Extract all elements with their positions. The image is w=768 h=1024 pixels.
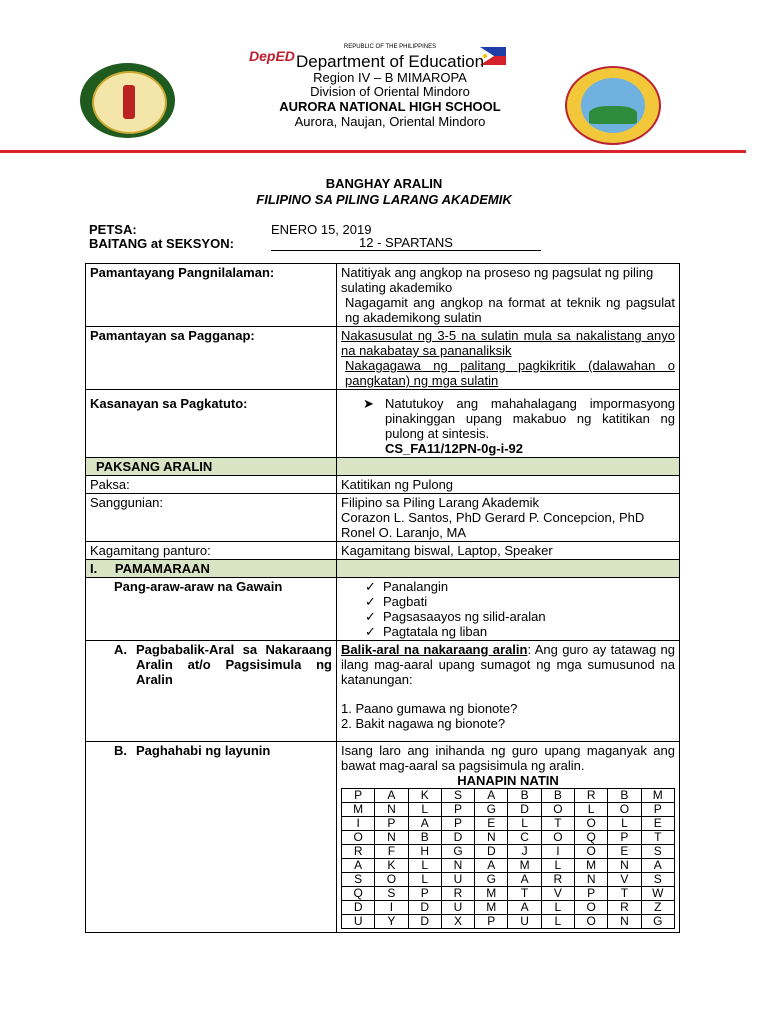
grid-cell: R	[608, 901, 641, 915]
grid-cell: R	[541, 873, 574, 887]
grid-cell: F	[375, 845, 408, 859]
grid-cell: J	[508, 845, 541, 859]
a-question-2: 2. Bakit nagawa ng bionote?	[341, 716, 506, 731]
region-label: Region IV – B MIMAROPA	[313, 70, 467, 85]
grid-cell: L	[541, 915, 574, 929]
grid-cell: T	[508, 887, 541, 901]
grid-cell: B	[541, 789, 574, 803]
grid-cell: H	[408, 845, 441, 859]
grid-cell: W	[641, 887, 674, 901]
grid-row	[342, 789, 675, 803]
table-row	[86, 742, 680, 933]
grid-cell: L	[575, 803, 608, 817]
table-row: Pamantayang Pangnilalaman: Natitiyak ang angkop na proseso ng pagsulat ng piling sulating akademiko Nagagamit ang angkop na format at teknik ng pagsulat ng akademikong sulatin	[86, 264, 680, 327]
kasanayan-text: Natutukoy ang mahahalagang impormasyong pinakinggan upang makabuo ng katitikan ng pulong at sintesis.	[385, 396, 675, 441]
a-question-1: 1. Paano gumawa ng bionote?	[341, 701, 518, 716]
grid-cell: G	[475, 803, 508, 817]
grid-cell: P	[342, 789, 375, 803]
sanggunian-2: Corazon L. Santos, PhD Gerard P. Concepcion, PhD Ronel O. Laranjo, MA	[341, 510, 645, 540]
grid-cell: O	[575, 901, 608, 915]
grid-cell: S	[641, 873, 674, 887]
grid-cell: O	[541, 803, 574, 817]
grid-cell: C	[508, 831, 541, 845]
grid-cell: D	[508, 803, 541, 817]
grid-cell: B	[508, 789, 541, 803]
grid-cell: L	[608, 817, 641, 831]
table-row	[86, 641, 680, 742]
lesson-plan-table	[85, 263, 680, 933]
document-subtitle: FILIPINO SA PILING LARANG AKADEMIK	[256, 192, 512, 207]
list-item: ✓ Panalangin	[383, 579, 675, 594]
pamamaraan-heading: PAMAMARAAN	[114, 561, 210, 576]
grid-cell: K	[408, 789, 441, 803]
pagganap-2: Nakagagawa ng palitang pagkikritik (dalawahan o pangkatan) ng mga sulatin	[345, 358, 675, 388]
grid-cell: I	[375, 901, 408, 915]
grid-cell: T	[541, 817, 574, 831]
grid-cell: G	[441, 845, 474, 859]
grid-cell: U	[441, 873, 474, 887]
grid-cell: P	[408, 887, 441, 901]
pangnilalaman-label: Pamantayang Pangnilalaman	[90, 265, 270, 280]
a-text: : Ang guro ay tatawag ng ilang mag-aaral upang sumagot ng mga sumusunod na katanungan:	[341, 642, 675, 687]
grid-row	[342, 845, 675, 859]
pamamaraan-number: I.	[90, 561, 98, 576]
grid-cell: P	[475, 915, 508, 929]
petsa-label: PETSA:	[89, 222, 137, 237]
grid-cell: R	[342, 845, 375, 859]
grid-cell: O	[575, 817, 608, 831]
baitang-value: 12 - SPARTANS	[271, 236, 541, 251]
grid-row	[342, 915, 675, 929]
game-title: HANAPIN NATIN	[457, 773, 559, 788]
grid-row	[342, 859, 675, 873]
kagamitan-value: Kagamitang biswal, Laptop, Speaker	[337, 542, 680, 560]
school-name: AURORA NATIONAL HIGH SCHOOL	[279, 99, 501, 114]
grid-cell: P	[441, 803, 474, 817]
school-seal-left	[80, 63, 175, 138]
table-row	[86, 476, 680, 494]
paksa-value: Katitikan ng Pulong	[337, 476, 680, 494]
pagganap-label: Pamantayan sa Pagganap	[90, 328, 251, 343]
grid-cell: N	[441, 859, 474, 873]
grid-cell: M	[508, 859, 541, 873]
grid-cell: M	[575, 859, 608, 873]
grid-cell: B	[608, 789, 641, 803]
grid-cell: L	[541, 859, 574, 873]
grid-cell: V	[608, 873, 641, 887]
grid-cell: S	[342, 873, 375, 887]
grid-cell: A	[641, 859, 674, 873]
a-letter: A.	[114, 642, 127, 657]
grid-row	[342, 817, 675, 831]
grid-row	[342, 887, 675, 901]
grid-cell: L	[508, 817, 541, 831]
grid-cell: Z	[641, 901, 674, 915]
grid-cell: U	[508, 915, 541, 929]
grid-cell: E	[608, 845, 641, 859]
grid-cell: M	[475, 901, 508, 915]
grid-row	[342, 831, 675, 845]
b-label: Paghahabi ng layunin	[136, 743, 271, 758]
pangnilalaman-1: Natitiyak ang angkop na proseso ng pagsulat ng piling sulating akademiko	[341, 265, 654, 295]
grid-cell: L	[408, 873, 441, 887]
grid-cell: O	[608, 803, 641, 817]
table-row	[86, 542, 680, 560]
grid-cell: N	[608, 915, 641, 929]
grid-cell: I	[342, 817, 375, 831]
sanggunian-1: Filipino sa Piling Larang Akademik	[341, 495, 539, 510]
grid-cell: Q	[342, 887, 375, 901]
grid-cell: A	[375, 789, 408, 803]
grid-cell: U	[342, 915, 375, 929]
grid-cell: N	[475, 831, 508, 845]
grid-cell: A	[408, 817, 441, 831]
baitang-label: BAITANG at SEKSYON:	[89, 236, 234, 251]
grid-cell: M	[475, 887, 508, 901]
grid-cell: P	[641, 803, 674, 817]
grid-cell: R	[575, 789, 608, 803]
header-divider	[0, 150, 746, 153]
grid-cell: S	[641, 845, 674, 859]
grid-cell: A	[342, 859, 375, 873]
grid-cell: P	[575, 887, 608, 901]
grid-cell: N	[608, 859, 641, 873]
grid-cell: S	[375, 887, 408, 901]
grid-row	[342, 873, 675, 887]
grid-cell: D	[342, 901, 375, 915]
grid-cell: A	[475, 789, 508, 803]
grid-cell: G	[475, 873, 508, 887]
grid-cell: N	[375, 803, 408, 817]
grid-cell: D	[408, 901, 441, 915]
a-label: Pagbabalik-Aral sa Nakaraang Aralin at/o Pagsisimula ng Aralin	[136, 642, 332, 687]
grid-cell: N	[575, 873, 608, 887]
b-text: Isang laro ang inihanda ng guro upang maganyak ang bawat mag-aaral sa pagsisimula ng aralin.	[341, 743, 675, 773]
table-row: Pamantayan sa Pagganap: Nakasusulat ng 3-5 na sulatin mula sa nakalistang anyo na nakabatay sa pananaliksik Nakagagawa ng palitang pagkikritik (dalawahan o pangkatan) ng mga sulatin	[86, 327, 680, 390]
gawain-checklist	[341, 579, 675, 639]
grid-cell: O	[575, 915, 608, 929]
pagganap-1: Nakasusulat ng 3-5 na sulatin mula sa nakalistang anyo na nakabatay sa pananaliksik	[341, 328, 675, 358]
table-row	[86, 494, 680, 542]
kasanayan-label: Kasanayan sa Pagkatuto:	[86, 390, 337, 458]
deped-logo: DepED	[249, 48, 295, 64]
table-row	[86, 560, 680, 578]
kasanayan-code: CS_FA11/12PN-0g-i-92	[385, 441, 524, 456]
grid-cell: P	[375, 817, 408, 831]
grid-cell: T	[641, 831, 674, 845]
arrow-bullet-icon: ➤	[363, 396, 374, 411]
grid-cell: S	[441, 789, 474, 803]
grid-cell: G	[641, 915, 674, 929]
list-item: ✓ Pagsasaayos ng silid-aralan	[383, 609, 675, 624]
grid-cell: O	[541, 831, 574, 845]
republic-label: REPUBLIC OF THE PHILIPPINES	[343, 44, 437, 50]
table-row	[86, 578, 680, 641]
a-lead: Balik-aral na nakaraang aralin	[341, 642, 528, 657]
grid-cell: P	[441, 817, 474, 831]
grid-cell: L	[541, 901, 574, 915]
division-label: Division of Oriental Mindoro	[310, 84, 470, 99]
b-letter: B.	[114, 743, 127, 758]
pangnilalaman-2: Nagagamit ang angkop na format at teknik ng pagsulat ng akademikong sulatin	[345, 295, 675, 325]
grid-cell: L	[408, 803, 441, 817]
word-search-grid	[341, 788, 675, 929]
grid-cell: O	[375, 873, 408, 887]
grid-cell: E	[641, 817, 674, 831]
list-item: ✓ Pagtatala ng liban	[383, 624, 675, 639]
paksa-label: Paksa:	[86, 476, 337, 494]
petsa-value: ENERO 15, 2019	[271, 222, 372, 237]
kagamitan-label: Kagamitang panturo:	[86, 542, 337, 560]
grid-cell: Q	[575, 831, 608, 845]
grid-cell: X	[441, 915, 474, 929]
grid-cell: T	[608, 887, 641, 901]
grid-cell: L	[408, 859, 441, 873]
department-name: Department of Education	[295, 52, 485, 71]
table-row	[86, 390, 680, 458]
grid-cell: N	[375, 831, 408, 845]
grid-cell: R	[441, 887, 474, 901]
grid-cell: O	[575, 845, 608, 859]
grid-cell: M	[342, 803, 375, 817]
grid-cell: Y	[375, 915, 408, 929]
grid-cell: D	[408, 915, 441, 929]
grid-cell: M	[641, 789, 674, 803]
school-address: Aurora, Naujan, Oriental Mindoro	[294, 114, 486, 129]
grid-cell: D	[441, 831, 474, 845]
grid-cell: V	[541, 887, 574, 901]
grid-cell: K	[375, 859, 408, 873]
document-title: BANGHAY ARALIN	[325, 176, 443, 191]
list-item: ✓ Pagbati	[383, 594, 675, 609]
grid-row	[342, 901, 675, 915]
grid-cell: B	[408, 831, 441, 845]
grid-cell: E	[475, 817, 508, 831]
grid-cell: O	[342, 831, 375, 845]
grid-cell: I	[541, 845, 574, 859]
sanggunian-label: Sanggunian:	[86, 494, 337, 542]
grid-cell: A	[475, 859, 508, 873]
grid-cell: P	[608, 831, 641, 845]
grid-cell: A	[508, 901, 541, 915]
grid-row	[342, 803, 675, 817]
grid-cell: A	[508, 873, 541, 887]
grid-cell: U	[441, 901, 474, 915]
paksang-aralin-heading: PAKSANG ARALIN	[96, 459, 213, 474]
table-row	[86, 458, 680, 476]
gawain-label: Pang-araw-araw na Gawain	[114, 579, 283, 594]
grid-cell: D	[475, 845, 508, 859]
